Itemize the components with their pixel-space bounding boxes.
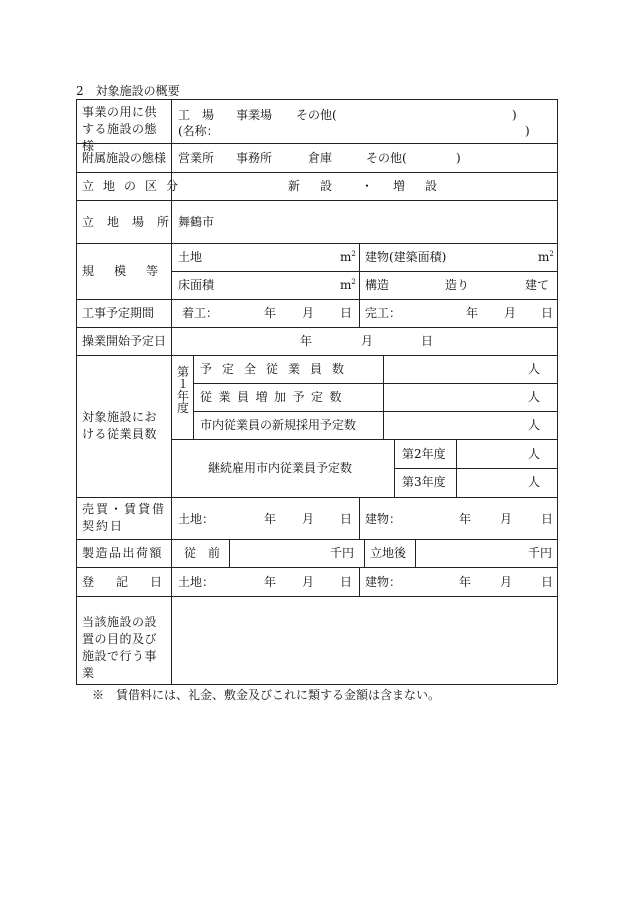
row-line bbox=[76, 172, 557, 173]
row-line bbox=[76, 200, 557, 201]
contract-building-year: 年 bbox=[459, 512, 472, 526]
scale-building-unit: $m^2$ bbox=[538, 250, 554, 264]
contract-building-month: 月 bbox=[500, 512, 513, 526]
contract-label: 売買・賃貸借契約日 bbox=[82, 502, 167, 533]
operation-day: 日 bbox=[421, 334, 434, 348]
employees-year2-unit: 人 bbox=[528, 447, 541, 461]
operation-month: 月 bbox=[361, 334, 374, 348]
attached-label: 附属施設の態様 bbox=[82, 151, 167, 165]
operation-year: 年 bbox=[300, 334, 313, 348]
employees-year3-label: 第3年度 bbox=[402, 475, 446, 489]
row-line bbox=[76, 355, 557, 356]
scale-land-label: 土地 bbox=[178, 250, 203, 264]
registration-building-day: 日 bbox=[541, 575, 554, 589]
registration-land-month: 月 bbox=[302, 575, 315, 589]
attached-option-warehouse: 倉庫 bbox=[308, 151, 333, 165]
scale-structure-end: 建て bbox=[525, 278, 550, 292]
category-separator: ・ bbox=[361, 179, 374, 193]
col-line bbox=[359, 243, 360, 327]
category-label: 立地の区分 bbox=[82, 179, 188, 193]
construction-end-month: 月 bbox=[504, 306, 517, 320]
registration-land-year: 年 bbox=[264, 575, 277, 589]
usage-option-other-close: ) bbox=[512, 108, 517, 122]
row-line bbox=[76, 567, 557, 568]
shipment-after-unit: 千円 bbox=[528, 546, 553, 560]
registration-land-label: 土地： bbox=[178, 575, 215, 589]
contract-land-year: 年 bbox=[264, 512, 277, 526]
usage-label: 事業の用に供する施設の態様 bbox=[82, 105, 158, 153]
row-line bbox=[193, 411, 557, 412]
col-line bbox=[359, 497, 360, 539]
scale-structure-mid: 造り bbox=[445, 278, 470, 292]
col-line bbox=[415, 539, 416, 567]
row-line bbox=[76, 327, 557, 328]
purpose-label: 当該施設の設置の目的及び施設で行う事業 bbox=[82, 615, 158, 680]
table-border-right bbox=[557, 99, 558, 684]
col-line bbox=[383, 355, 384, 439]
row-line bbox=[394, 468, 557, 469]
employees-total-unit: 人 bbox=[528, 362, 541, 376]
employees-increase-unit: 人 bbox=[528, 390, 541, 404]
construction-end-label: 完工： bbox=[365, 306, 402, 320]
contract-building-label: 建物： bbox=[365, 512, 402, 526]
row-line bbox=[171, 271, 557, 272]
table-border-bottom bbox=[76, 684, 557, 685]
usage-name-close: ) bbox=[525, 124, 530, 138]
construction-label: 工事予定期間 bbox=[82, 306, 155, 320]
construction-start-day: 日 bbox=[340, 306, 353, 320]
registration-land-day: 日 bbox=[340, 575, 353, 589]
attached-option-other: その他( bbox=[366, 151, 407, 165]
construction-end-day: 日 bbox=[541, 306, 554, 320]
employees-first-year-label: 第１年度 bbox=[176, 365, 189, 415]
category-option-new: 新 設 bbox=[288, 179, 337, 193]
employees-year2-label: 第2年度 bbox=[402, 447, 446, 461]
employees-total-label: 予定全従業員数 bbox=[200, 362, 355, 376]
attached-option-sales-office: 営業所 bbox=[178, 151, 215, 165]
employees-continuing-label: 継続雇用市内従業員予定数 bbox=[208, 461, 353, 475]
row-line bbox=[76, 243, 557, 244]
construction-start-month: 月 bbox=[302, 306, 315, 320]
row-line bbox=[171, 439, 557, 440]
col-line bbox=[359, 567, 360, 596]
row-line bbox=[76, 497, 557, 498]
table-border-top bbox=[76, 99, 557, 100]
shipment-label: 製造品出荷額 bbox=[82, 546, 164, 560]
usage-option-workplace: 事業場 bbox=[236, 108, 273, 122]
operation-label: 操業開始予定日 bbox=[82, 334, 167, 348]
shipment-before-label: 従 前 bbox=[184, 546, 221, 560]
location-value: 舞鶴市 bbox=[178, 215, 215, 229]
col-line bbox=[456, 439, 457, 497]
table-border-left bbox=[76, 99, 77, 684]
row-line bbox=[76, 539, 557, 540]
row-line bbox=[76, 299, 557, 300]
footnote: ※ 賃借料には、礼金、敷金及びこれに類する金額は含まない。 bbox=[92, 688, 441, 702]
registration-building-month: 月 bbox=[500, 575, 513, 589]
registration-building-year: 年 bbox=[459, 575, 472, 589]
col-line bbox=[364, 539, 365, 567]
scale-floor-label: 床面積 bbox=[178, 278, 215, 292]
scale-floor-unit: $m^2$ bbox=[340, 278, 356, 292]
location-label: 立地場所 bbox=[82, 215, 183, 229]
construction-start-year: 年 bbox=[264, 306, 277, 320]
attached-option-other-close: ) bbox=[456, 151, 461, 165]
contract-land-label: 土地： bbox=[178, 512, 215, 526]
employees-label: 対象施設における従業員数 bbox=[82, 410, 158, 441]
contract-building-day: 日 bbox=[541, 512, 554, 526]
employees-new-hire-unit: 人 bbox=[528, 418, 541, 432]
employees-increase-label: 従業員増加予定数 bbox=[200, 390, 349, 404]
usage-option-factory: 工 場 bbox=[178, 108, 215, 122]
shipment-after-label: 立地後 bbox=[370, 546, 407, 560]
col-line bbox=[229, 539, 230, 567]
usage-option-other: その他( bbox=[296, 108, 337, 122]
registration-label: 登 記 日 bbox=[82, 575, 168, 589]
attached-option-office: 事務所 bbox=[236, 151, 273, 165]
construction-start-label: 着工： bbox=[182, 306, 219, 320]
employees-year3-unit: 人 bbox=[528, 475, 541, 489]
row-line bbox=[76, 596, 557, 597]
category-option-expansion: 増 設 bbox=[393, 179, 442, 193]
scale-land-unit: $m^2$ bbox=[340, 250, 356, 264]
employees-new-hire-label: 市内従業員の新規採用予定数 bbox=[200, 418, 357, 432]
construction-end-year: 年 bbox=[466, 306, 479, 320]
section-title: 2 対象施設の概要 bbox=[76, 84, 180, 98]
scale-structure-label: 構造 bbox=[365, 278, 390, 292]
registration-building-label: 建物： bbox=[365, 575, 402, 589]
row-line bbox=[193, 383, 557, 384]
shipment-before-unit: 千円 bbox=[330, 546, 355, 560]
col-line bbox=[394, 439, 395, 497]
col-line bbox=[193, 355, 194, 439]
contract-land-day: 日 bbox=[340, 512, 353, 526]
scale-label: 規 模 等 bbox=[82, 264, 163, 278]
usage-name-label: (名称： bbox=[178, 124, 219, 138]
contract-land-month: 月 bbox=[302, 512, 315, 526]
scale-building-label: 建物(建築面積) bbox=[365, 250, 447, 264]
